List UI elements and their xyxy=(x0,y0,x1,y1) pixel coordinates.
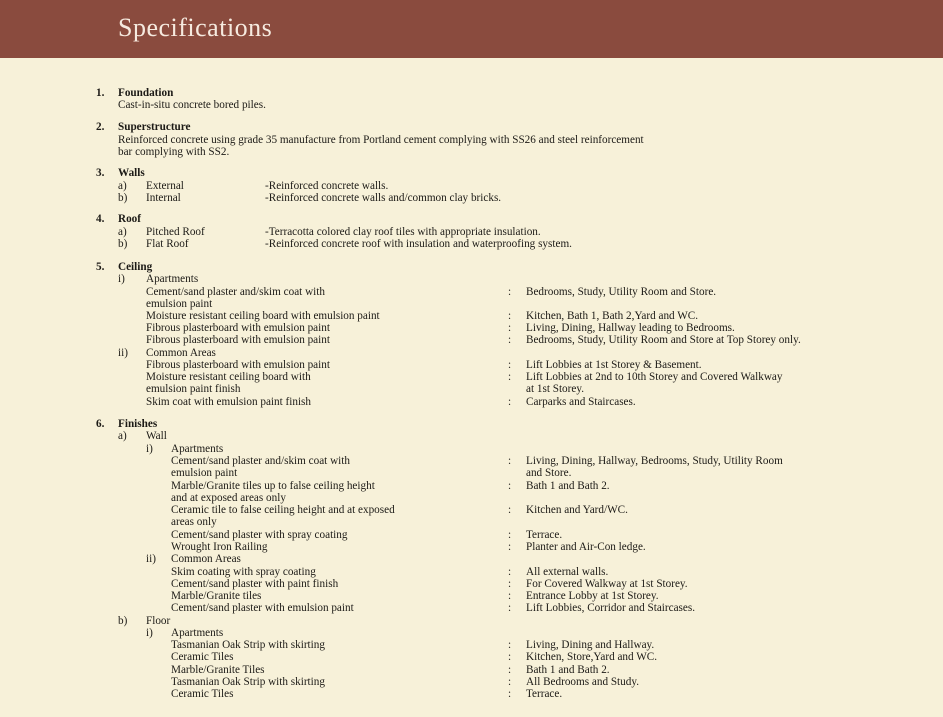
spec-location: Terrace. xyxy=(526,688,563,700)
separator: : xyxy=(508,310,512,322)
separator: : xyxy=(508,651,512,663)
section-number: 3. xyxy=(96,167,105,179)
subsection-label: Apartments xyxy=(171,443,224,455)
item-label: Floor xyxy=(146,615,171,627)
separator: : xyxy=(508,676,512,688)
separator: : xyxy=(508,371,512,383)
spec-item: Ceramic Tiles xyxy=(171,688,234,700)
spec-location: Living, Dining, Hallway leading to Bedrooms. xyxy=(526,322,735,334)
spec-location: Kitchen and Yard/WC. xyxy=(526,504,628,516)
section-number: 6. xyxy=(96,418,105,430)
subsection-marker: i) xyxy=(146,627,153,639)
separator: : xyxy=(508,504,512,516)
spec-item: Fibrous plasterboard with emulsion paint xyxy=(146,359,330,371)
section-title-ceiling: Ceiling xyxy=(118,261,153,273)
separator: : xyxy=(508,688,512,700)
section-title-superstructure: Superstructure xyxy=(118,121,191,133)
spec-item: Ceramic tile to false ceiling height and at exposed xyxy=(171,504,395,516)
spec-location: For Covered Walkway at 1st Storey. xyxy=(526,578,688,590)
spec-location: Living, Dining, Hallway, Bedrooms, Study, Utility Room xyxy=(526,455,783,467)
section-number: 4. xyxy=(96,213,105,225)
separator: : xyxy=(508,602,512,614)
spec-location: Kitchen, Store,Yard and WC. xyxy=(526,651,658,663)
item-description: -Reinforced concrete walls and/common clay bricks. xyxy=(265,192,502,204)
spec-item: areas only xyxy=(171,516,217,528)
subsection-label: Common Areas xyxy=(146,347,216,359)
separator: : xyxy=(508,286,512,298)
subsection-label: Apartments xyxy=(171,627,224,639)
spec-item: emulsion paint xyxy=(171,467,238,479)
separator: : xyxy=(508,334,512,346)
spec-location: Terrace. xyxy=(526,529,563,541)
spec-item: Moisture resistant ceiling board with emulsion paint xyxy=(146,310,380,322)
spec-item: Marble/Granite Tiles xyxy=(171,664,265,676)
item-label: Wall xyxy=(146,430,167,442)
item-description: -Reinforced concrete roof with insulation and waterproofing system. xyxy=(265,238,572,250)
spec-location: Kitchen, Bath 1, Bath 2,Yard and WC. xyxy=(526,310,699,322)
separator: : xyxy=(508,639,512,651)
item-description: -Reinforced concrete walls. xyxy=(265,180,389,192)
spec-item: Moisture resistant ceiling board with xyxy=(146,371,311,383)
item-marker: a) xyxy=(118,226,127,238)
separator: : xyxy=(508,529,512,541)
spec-item: emulsion paint finish xyxy=(146,383,241,395)
subsection-label: Apartments xyxy=(146,273,199,285)
item-label: External xyxy=(146,180,184,192)
separator: : xyxy=(508,566,512,578)
subsection-marker: i) xyxy=(146,443,153,455)
section-title-roof: Roof xyxy=(118,213,141,225)
spec-item: Tasmanian Oak Strip with skirting xyxy=(171,676,325,688)
spec-location: Carparks and Staircases. xyxy=(526,396,636,408)
spec-location: and Store. xyxy=(526,467,572,479)
subsection-marker: ii) xyxy=(118,347,128,359)
item-marker: b) xyxy=(118,615,128,627)
spec-item: and at exposed areas only xyxy=(171,492,286,504)
separator: : xyxy=(508,590,512,602)
separator: : xyxy=(508,664,512,676)
section-title-foundation: Foundation xyxy=(118,87,174,99)
spec-item: Marble/Granite tiles up to false ceiling height xyxy=(171,480,375,492)
foundation-text: Cast-in-situ concrete bored piles. xyxy=(118,99,266,111)
separator: : xyxy=(508,322,512,334)
subsection-marker: i) xyxy=(118,273,125,285)
spec-location: Bedrooms, Study, Utility Room and Store at Top Storey only. xyxy=(526,334,801,346)
superstructure-text: Reinforced concrete using grade 35 manufacture from Portland cement complying with SS26 and steel reinforcement xyxy=(118,134,644,146)
spec-item: Skim coating with spray coating xyxy=(171,566,316,578)
spec-item: Cement/sand plaster and/skim coat with xyxy=(146,286,325,298)
spec-item: Fibrous plasterboard with emulsion paint xyxy=(146,322,330,334)
spec-location: Bedrooms, Study, Utility Room and Store. xyxy=(526,286,717,298)
separator: : xyxy=(508,578,512,590)
separator: : xyxy=(508,455,512,467)
spec-location: Bath 1 and Bath 2. xyxy=(526,480,610,492)
spec-location: Bath 1 and Bath 2. xyxy=(526,664,610,676)
spec-item: Cement/sand plaster with paint finish xyxy=(171,578,339,590)
spec-location: Lift Lobbies at 1st Storey & Basement. xyxy=(526,359,702,371)
spec-location: Lift Lobbies at 2nd to 10th Storey and Covered Walkway xyxy=(526,371,783,383)
spec-location: All external walls. xyxy=(526,566,609,578)
spec-item: Cement/sand plaster and/skim coat with xyxy=(171,455,350,467)
spec-item: Tasmanian Oak Strip with skirting xyxy=(171,639,325,651)
spec-item: Ceramic Tiles xyxy=(171,651,234,663)
section-number: 2. xyxy=(96,121,105,133)
section-title-walls: Walls xyxy=(118,167,145,179)
spec-location: Living, Dining and Hallway. xyxy=(526,639,655,651)
spec-location: All Bedrooms and Study. xyxy=(526,676,640,688)
separator: : xyxy=(508,541,512,553)
item-label: Flat Roof xyxy=(146,238,189,250)
spec-item: Skim coat with emulsion paint finish xyxy=(146,396,312,408)
spec-item: emulsion paint xyxy=(146,298,213,310)
section-number: 5. xyxy=(96,261,105,273)
item-marker: b) xyxy=(118,238,128,250)
subsection-marker: ii) xyxy=(146,553,156,565)
spec-item: Cement/sand plaster with spray coating xyxy=(171,529,348,541)
section-number: 1. xyxy=(96,87,105,99)
spec-location: at 1st Storey. xyxy=(526,383,585,395)
item-label: Internal xyxy=(146,192,181,204)
item-label: Pitched Roof xyxy=(146,226,205,238)
item-marker: b) xyxy=(118,192,128,204)
item-description: -Terracotta colored clay roof tiles with appropriate insulation. xyxy=(265,226,541,238)
superstructure-text: bar complying with SS2. xyxy=(118,146,230,158)
separator: : xyxy=(508,480,512,492)
separator: : xyxy=(508,396,512,408)
item-marker: a) xyxy=(118,180,127,192)
item-marker: a) xyxy=(118,430,127,442)
separator: : xyxy=(508,359,512,371)
spec-location: Lift Lobbies, Corridor and Staircases. xyxy=(526,602,696,614)
spec-item: Fibrous plasterboard with emulsion paint xyxy=(146,334,330,346)
spec-location: Planter and Air-Con ledge. xyxy=(526,541,646,553)
spec-location: Entrance Lobby at 1st Storey. xyxy=(526,590,659,602)
subsection-label: Common Areas xyxy=(171,553,241,565)
page-title: Specifications xyxy=(118,13,273,42)
section-title-finishes: Finishes xyxy=(118,418,158,430)
spec-item: Marble/Granite tiles xyxy=(171,590,262,602)
spec-item: Wrought Iron Railing xyxy=(171,541,268,553)
spec-item: Cement/sand plaster with emulsion paint xyxy=(171,602,354,614)
